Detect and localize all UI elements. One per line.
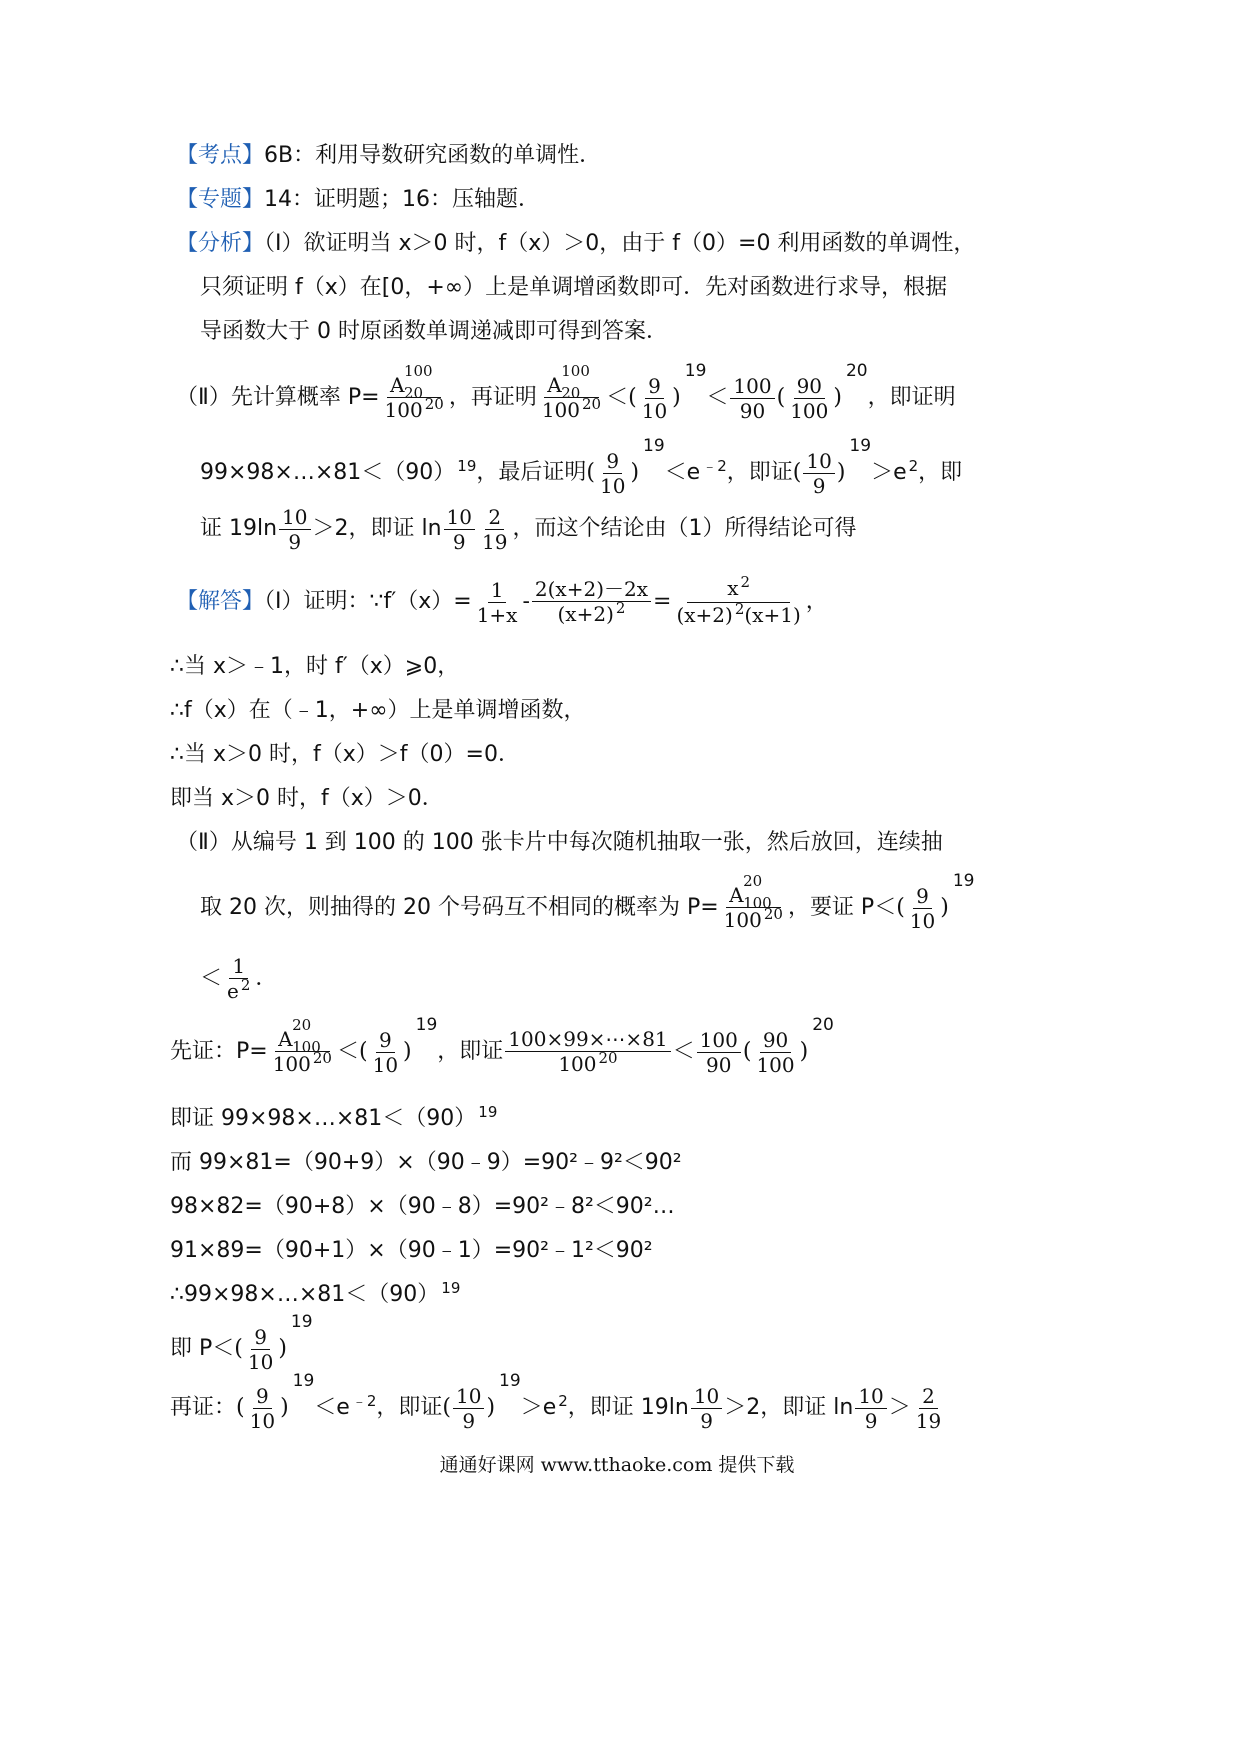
solution-line-10: 即证 99×98×…×81＜（90） $^{19}$ <box>170 1103 498 1131</box>
analysis-text-1: （Ⅰ）欲证明当 x＞0 时，f（x）＞0，由于 f（0）=0 利用函数的单调性， <box>264 231 976 256</box>
analysis-p2-lead: （Ⅱ）先计算概率 P= <box>176 385 380 410</box>
solution-tag: 【解答】 <box>176 589 265 614</box>
fraction-100-90-b: $\frac{100}{90}$ <box>697 1028 741 1077</box>
zhuanti-tag: 【专题】 <box>176 187 265 212</box>
fraction-100-90: $\frac{100}{90}$ <box>730 374 774 423</box>
fraction-derivative: $\frac{2(x+2)-2x}{(x+2) ^2}$ <box>532 577 651 628</box>
analysis-line-6: 证 19ln $\frac{10}{9}$ ＞2，即证 ln $\frac{10}{9}$ $\frac{2}{19}$ ，而这个结论由（1）所得结论可得 <box>200 504 857 554</box>
solution-line-3: ∴f（x）在（﹣1，+∞）上是单调增函数， <box>170 698 586 723</box>
solution-line-8: ＜ $\frac{1}{e ^2}$ ． <box>200 953 278 1003</box>
fraction-9-10: $\frac{9}{10}$ <box>641 373 668 423</box>
fraction-9-10-d: $\frac{9}{10}$ <box>372 1027 399 1077</box>
fraction-10-9-b: $\frac{10}{9}$ <box>279 505 310 554</box>
zhuanti-line <box>176 185 540 215</box>
fraction-A20-100-b: A 100 20 100 $^{20}$ <box>541 361 602 422</box>
fraction-2-19: $\frac{2}{19}$ <box>482 504 508 554</box>
fraction-A100-20-b: A 20 100 100 $^{20}$ <box>272 1015 332 1076</box>
analysis-line-5: 99×98×…×81＜（90） $^{19}$，最后证明( $\frac{9}{10}$ )$^{19}$＜e $^{﹣2}$，即证( $\frac{10}{9}$ )$^{19}$＞e $^2$，即 <box>200 436 963 498</box>
fraction-9-10-c: $\frac{9}{10}$ <box>909 883 936 933</box>
kaodian-tag: 【考点】 <box>176 143 265 168</box>
solution-line-7: 取 20 次，则抽得的 20 个号码互不相同的概率为 P= A 20 100 100 $^{20}$ ，要证 P＜( $\frac{9}{10}$ )$^{19}$ <box>200 871 975 933</box>
solution-line-5: 即当 x＞0 时，f（x）＞0． <box>170 786 444 811</box>
kaodian-line <box>176 141 601 171</box>
analysis-p2-mid: ，再证明 <box>448 385 537 410</box>
fraction-10-9-c: $\frac{10}{9}$ <box>444 505 475 554</box>
analysis-p2-tail: ，即证明 <box>867 385 956 410</box>
fraction-derivative-result: $\frac{x ^2}{(x+2) ^2(x+1)}$ <box>676 572 801 627</box>
fraction-90-100-b: $\frac{90}{100}$ <box>756 1027 795 1077</box>
solution-line-4: ∴当 x＞0 时，f（x）＞f（0）=0． <box>170 742 520 767</box>
solution-line-11: 而 99×81=（90+9）×（90﹣9）=90²﹣9²＜90² <box>170 1150 682 1175</box>
fraction-9-10-f: $\frac{9}{10}$ <box>249 1383 276 1433</box>
fraction-A20-100: A 100 20 100 $^{20}$ <box>384 361 444 422</box>
fraction-10-9-f: $\frac{10}{9}$ <box>855 1384 886 1433</box>
fraction-90-100: $\frac{90}{100}$ <box>790 373 829 423</box>
solution-line-13: 91×89=（90+1）×（90﹣1）=90²﹣1²＜90² <box>170 1238 653 1263</box>
fraction-1-e2: $\frac{1}{e ^2}$ <box>227 953 251 1003</box>
fraction-2-19-b: $\frac{2}{19}$ <box>915 1383 942 1433</box>
fraction-9-10-b: $\frac{9}{10}$ <box>599 448 626 498</box>
solution-line-1: 【解答】（Ⅰ）证明：∵f′（x）= $\frac{1}{1+x}$ - $\frac{2(x+2)-2x}{(x+2) ^2}$ = $\frac{x ^2}{(x+2) ^2(x+1)}$ ， <box>176 572 828 627</box>
solution-line-6: （Ⅱ）从编号 1 到 100 的 100 张卡片中每次随机抽取一张，然后放回，连续抽 <box>176 830 943 855</box>
kaodian-text: 6B：利用导数研究函数的单调性． <box>264 143 602 168</box>
analysis-line-3: 导函数大于 0 时原函数单调递减即可得到答案． <box>200 319 668 344</box>
fraction-1-1px: $\frac{1}{1+x}$ <box>476 577 518 627</box>
fraction-10-9-e: $\frac{10}{9}$ <box>691 1384 722 1433</box>
fraction-10-9-d: $\frac{10}{9}$ <box>453 1384 484 1433</box>
analysis-line-2: 只须证明 f（x）在[0，+∞）上是单调增函数即可．先对函数进行求导，根据 <box>200 275 948 300</box>
solution-line-14: ∴99×98×…×81＜（90） $^{19}$ <box>170 1279 461 1307</box>
analysis-line-1 <box>176 229 975 259</box>
solution-line-9: 先证：P= A 20 100 100 $^{20}$ ＜( $\frac{9}{10}$ )$^{19}$，即证 $\frac{100\times 99\times\cdots\times 81}{100 ^{20}}$ ＜ $\frac{100}{90}$ ( $\frac{90}{100}$ )$^{20}$ <box>170 1015 834 1077</box>
solution-line-16: 再证：( $\frac{9}{10}$ )$^{19}$＜e $^{﹣2}$，即证( $\frac{10}{9}$ )$^{19}$＞e $^2$，即证 19ln $\frac{10}{9}$ ＞2，即证 ln $\frac{10}{9}$ ＞ $\frac{2}{19}$ <box>170 1382 946 1435</box>
solution-line-15: 即 P＜( $\frac{9}{10}$ )$^{19}$ <box>170 1312 313 1374</box>
fraction-10-9: $\frac{10}{9}$ <box>803 449 834 498</box>
page-footer: 通通好课网 www.tthaoke.com 提供下载 <box>439 1454 795 1476</box>
solution-line-12: 98×82=（90+8）×（90﹣8）=90²﹣8²＜90²… <box>170 1194 675 1219</box>
zhuanti-text: 14：证明题；16：压轴题． <box>264 187 541 212</box>
fraction-product: $\frac{100\times 99\times\cdots\times 81}{100 ^{20}}$ <box>505 1027 670 1078</box>
analysis-line-4: （Ⅱ）先计算概率 P= A 100 20 100 $^{20}$ ，再证明 A 100 20 100 $^{20}$ ＜( $\frac{9}{10}$ )$^{19}$＜ $\frac{100}{90}$ ( $\frac{90}{100}$ )$^{20}$，即证明 <box>176 361 956 423</box>
solution-line-2: ∴当 x＞﹣1，时 f′（x）⩾0， <box>170 654 460 679</box>
fraction-9-10-e: $\frac{9}{10}$ <box>247 1324 274 1374</box>
analysis-tag: 【分析】 <box>176 231 265 256</box>
fraction-A100-20: A 20 100 100 $^{20}$ <box>723 871 783 932</box>
